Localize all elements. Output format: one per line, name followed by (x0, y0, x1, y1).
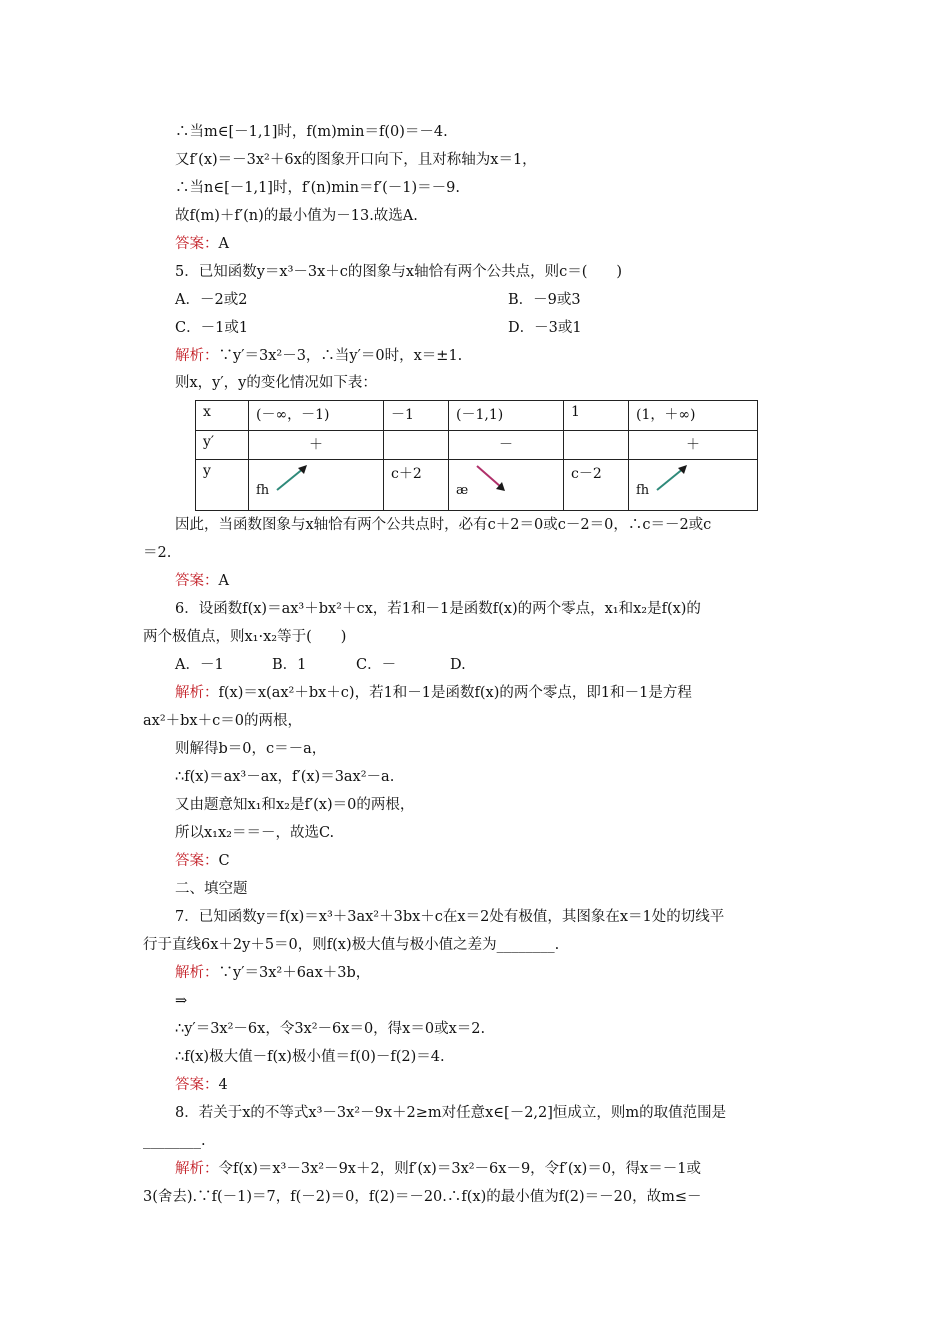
text-line: ∴f(x)＝ax³－ax，f′(x)＝3ax²－a. (175, 769, 395, 785)
table-cell (384, 431, 449, 460)
question-8: 8．若关于x的不等式x³－3x²－9x＋2≥m对任意x∈[－2,2]恒成立，则m的取值范围是 (175, 1105, 727, 1121)
analysis-text: ∵y′＝3x²＋6ax＋3b， (218, 965, 371, 981)
up-arrow-icon (274, 463, 310, 493)
text-line: 又由题意知x₁和x₂是f′(x)＝0的两根， (175, 797, 415, 813)
answer-label: 答案： (175, 853, 219, 869)
analysis-line (175, 1159, 701, 1179)
arrow-glyph: æ (456, 483, 469, 498)
table-cell-increasing (249, 460, 384, 511)
analysis-label: 解析： (175, 1161, 219, 1177)
option-d: D. (450, 657, 466, 673)
text-line: 所以x₁x₂＝＝－，故选C. (175, 825, 335, 841)
table-cell: c－2 (564, 460, 629, 511)
up-arrow-icon (654, 463, 690, 493)
answer-value: C (218, 853, 230, 869)
table-cell: (－∞，－1) (249, 401, 384, 431)
text-line: 行于直线6x＋2y＋5＝0，则f(x)极大值与极小值之差为________. (143, 937, 560, 953)
option-a: A．－2或2 (175, 292, 248, 308)
table-intro: 则x，y′，y的变化情况如下表： (175, 375, 377, 391)
analysis-text: ∵y′＝3x²－3，∴当y′＝0时，x＝±1. (218, 348, 463, 364)
table-cell: y (196, 460, 249, 511)
table-cell: (1，＋∞) (629, 401, 758, 431)
arrow-glyph: fh (256, 483, 270, 498)
text-line: ∴当m∈[－1,1]时，f(m)min＝f(0)＝－4. (175, 124, 448, 140)
answer-label: 答案： (175, 1077, 219, 1093)
table-cell: x (196, 401, 249, 431)
analysis-label: 解析： (175, 965, 219, 981)
table-cell: (－1,1) (449, 401, 564, 431)
answer-value: 4 (218, 1077, 228, 1093)
answer-value: A (218, 236, 229, 252)
variation-table (195, 400, 758, 511)
option-b: B．－9或3 (508, 292, 581, 308)
table-row-x (196, 401, 758, 431)
question-6: 6．设函数f(x)＝ax³＋bx²＋cx，若1和－1是函数f(x)的两个零点，x₁和x₂是f(x)的 (175, 601, 701, 617)
section-heading: 二、填空题 (175, 881, 248, 897)
table-cell: 1 (564, 401, 629, 431)
text-line: ________. (143, 1133, 206, 1149)
text-line: ax²＋bx＋c＝0的两根， (143, 713, 302, 729)
text-line: 两个极值点，则x₁·x₂等于( ) (143, 629, 347, 645)
text-line: 又f′(x)＝－3x²＋6x的图象开口向下，且对称轴为x＝1， (175, 152, 537, 168)
table-cell: －1 (384, 401, 449, 431)
analysis-line (175, 683, 692, 703)
text-line: ∴当n∈[－1,1]时，f′(n)min＝f′(－1)＝－9. (175, 180, 461, 196)
answer-line (175, 234, 229, 254)
answer-label: 答案： (175, 236, 219, 252)
option-d: D．－3或1 (508, 320, 582, 336)
analysis-line (175, 346, 462, 366)
text-line: 故f(m)＋f′(n)的最小值为－13.故选A. (175, 208, 418, 224)
table-cell: y′ (196, 431, 249, 460)
answer-value: A (218, 573, 229, 589)
table-cell-decreasing (449, 460, 564, 511)
answer-line (175, 851, 230, 871)
answer-line (175, 1075, 228, 1095)
analysis-text: 令f(x)＝x³－3x²－9x＋2，则f′(x)＝3x²－6x－9，令f′(x)＝0，得x＝－1或 (218, 1161, 701, 1177)
option-c: C．－ (356, 657, 397, 673)
text-line: ∴f(x)极大值－f(x)极小值＝f(0)－f(2)＝4. (175, 1049, 445, 1065)
question-5: 5．已知函数y＝x³－3x＋c的图象与x轴恰有两个公共点，则c＝( ) (175, 264, 623, 280)
table-row-y (196, 460, 758, 511)
table-cell (564, 431, 629, 460)
arrow-glyph: fh (636, 483, 650, 498)
table-row-derivative (196, 431, 758, 460)
answer-line (175, 571, 229, 591)
table-cell: c＋2 (384, 460, 449, 511)
text-line: 因此，当函数图象与x轴恰有两个公共点时，必有c＋2＝0或c－2＝0，∴c＝－2或c (175, 517, 712, 533)
question-7: 7．已知函数y＝f(x)＝x³＋3ax²＋3bx＋c在x＝2处有极值，其图象在x＝1处的切线平 (175, 909, 725, 925)
analysis-text: f(x)＝x(ax²＋bx＋c)，若1和－1是函数f(x)的两个零点，即1和－1是方程 (218, 685, 692, 701)
analysis-label: 解析： (175, 348, 219, 364)
analysis-label: 解析： (175, 685, 219, 701)
text-line: 3(舍去).∵f(－1)＝7，f(－2)＝0，f(2)＝－20.∴f(x)的最小值为f(2)＝－20，故m≤－ (143, 1189, 702, 1205)
answer-label: 答案： (175, 573, 219, 589)
option-b: B．1 (272, 657, 307, 673)
table-cell-increasing (629, 460, 758, 511)
table-cell: － (449, 431, 564, 460)
option-a: A．－1 (175, 657, 224, 673)
table-cell: ＋ (629, 431, 758, 460)
text-line: ⇒ (175, 993, 188, 1009)
analysis-line (175, 963, 370, 983)
text-line: 则解得b＝0，c＝－a， (175, 741, 327, 757)
down-arrow-icon (473, 463, 509, 493)
table-cell: ＋ (249, 431, 384, 460)
option-c: C．－1或1 (175, 320, 249, 336)
text-line: ＝2. (143, 545, 172, 561)
text-line: ∴y′＝3x²－6x，令3x²－6x＝0，得x＝0或x＝2. (175, 1021, 486, 1037)
